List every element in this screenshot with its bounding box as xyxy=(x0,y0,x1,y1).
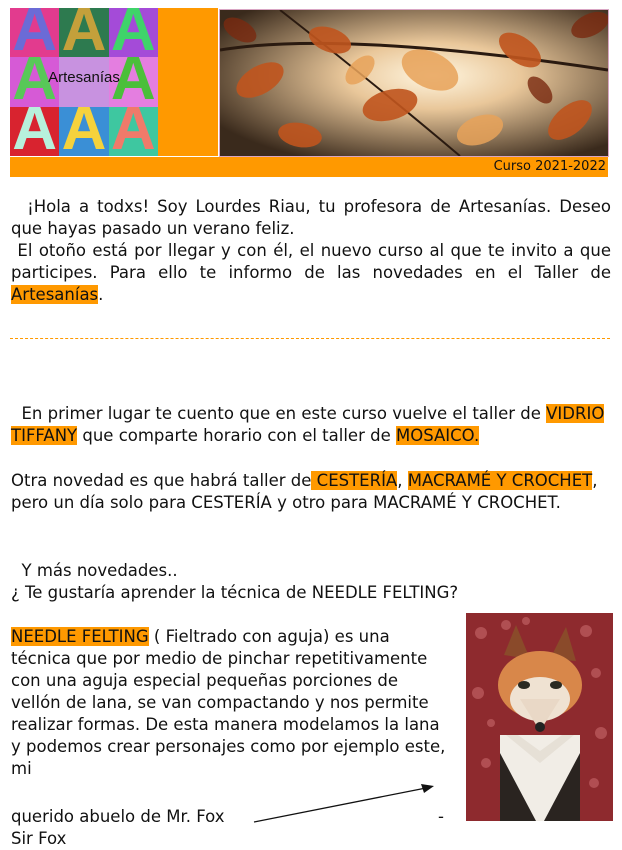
mas-novedades-paragraph xyxy=(11,560,611,604)
arrow-to-fox-icon xyxy=(250,780,440,830)
needle-felting-text: ( Fieltrado con aguja) es una técnica que por medio de pinchar repetitivamente con una aguja especial pequeñas porciones de vellón de lana, se van compactando y nos permite realizar formas. De esta manera modelamos la lana y podemos crear personajes como por ejemplo este, mi xyxy=(11,627,446,778)
dashed-divider xyxy=(10,338,610,339)
intro-invitation-text: El otoño está por llegar y con él, el nuevo curso al que te invito a que participes. Para ello te informo de las novedades en el Taller de xyxy=(11,241,611,282)
intro-invitation xyxy=(11,240,611,306)
intro-greeting xyxy=(11,196,611,240)
logo-tile: A xyxy=(109,57,158,106)
logo-tile: A xyxy=(10,57,59,106)
course-bar xyxy=(10,157,608,177)
mr-fox-felted-doll-photo xyxy=(466,613,613,821)
logo-tile: A xyxy=(10,107,59,156)
intro-paragraph xyxy=(11,196,611,306)
highlight-artesanias: Artesanías xyxy=(11,285,99,304)
intro-greeting-text: ¡Hola a todxs! Soy Lourdes Riau, tu profesora de Artesanías. Deseo que hayas pasado un verano feliz. xyxy=(11,197,611,238)
caption-dash: - xyxy=(438,807,444,826)
course-label: Curso 2021-2022 xyxy=(493,159,606,174)
needle-felting-question: ¿ Te gustaría aprender la técnica de NEEDLE FELTING? xyxy=(11,583,459,602)
fox-caption-line1: querido abuelo de Mr. Fox xyxy=(11,807,225,826)
logo-tile: A xyxy=(109,8,158,57)
tiffany-text: En primer lugar te cuento que en este curso vuelve el taller de xyxy=(21,404,547,423)
fox-caption-line2: Sir Fox xyxy=(11,829,67,848)
highlight-needle-felting: NEEDLE FELTING xyxy=(11,627,149,646)
logo-tile: A xyxy=(10,8,59,57)
logo-tile: A xyxy=(109,107,158,156)
cesteria-comma: , xyxy=(397,471,408,490)
highlight-cesteria: CESTERÍA xyxy=(311,471,398,490)
logo-caption: Artesanías xyxy=(48,69,120,86)
mas-novedades-line xyxy=(11,560,611,582)
highlight-mosaico: MOSAICO. xyxy=(395,426,480,445)
logo-tile: A xyxy=(59,107,108,156)
needle-felting-paragraph xyxy=(11,626,451,780)
autumn-leaves-photo xyxy=(219,9,609,157)
cesteria-text-end: , pero un día solo para CESTERÍA y otro para MACRAMÉ Y CROCHET. xyxy=(11,471,598,512)
highlight-vidrio-tiffany: VIDRIO TIFFANY xyxy=(11,404,605,445)
cesteria-text: Otra novedad es que habrá taller de xyxy=(11,471,312,490)
highlight-macrame-crochet: MACRAMÉ Y CROCHET xyxy=(407,471,593,490)
cesteria-paragraph xyxy=(11,470,611,514)
intro-invitation-end: . xyxy=(98,285,104,304)
tiffany-text-middle: que comparte horario con el taller de xyxy=(77,426,396,445)
header-orange-block xyxy=(158,8,218,156)
logo-tile: A xyxy=(59,8,108,57)
tiffany-paragraph xyxy=(11,403,611,447)
mas-novedades-text: Y más novedades.. xyxy=(21,561,178,580)
